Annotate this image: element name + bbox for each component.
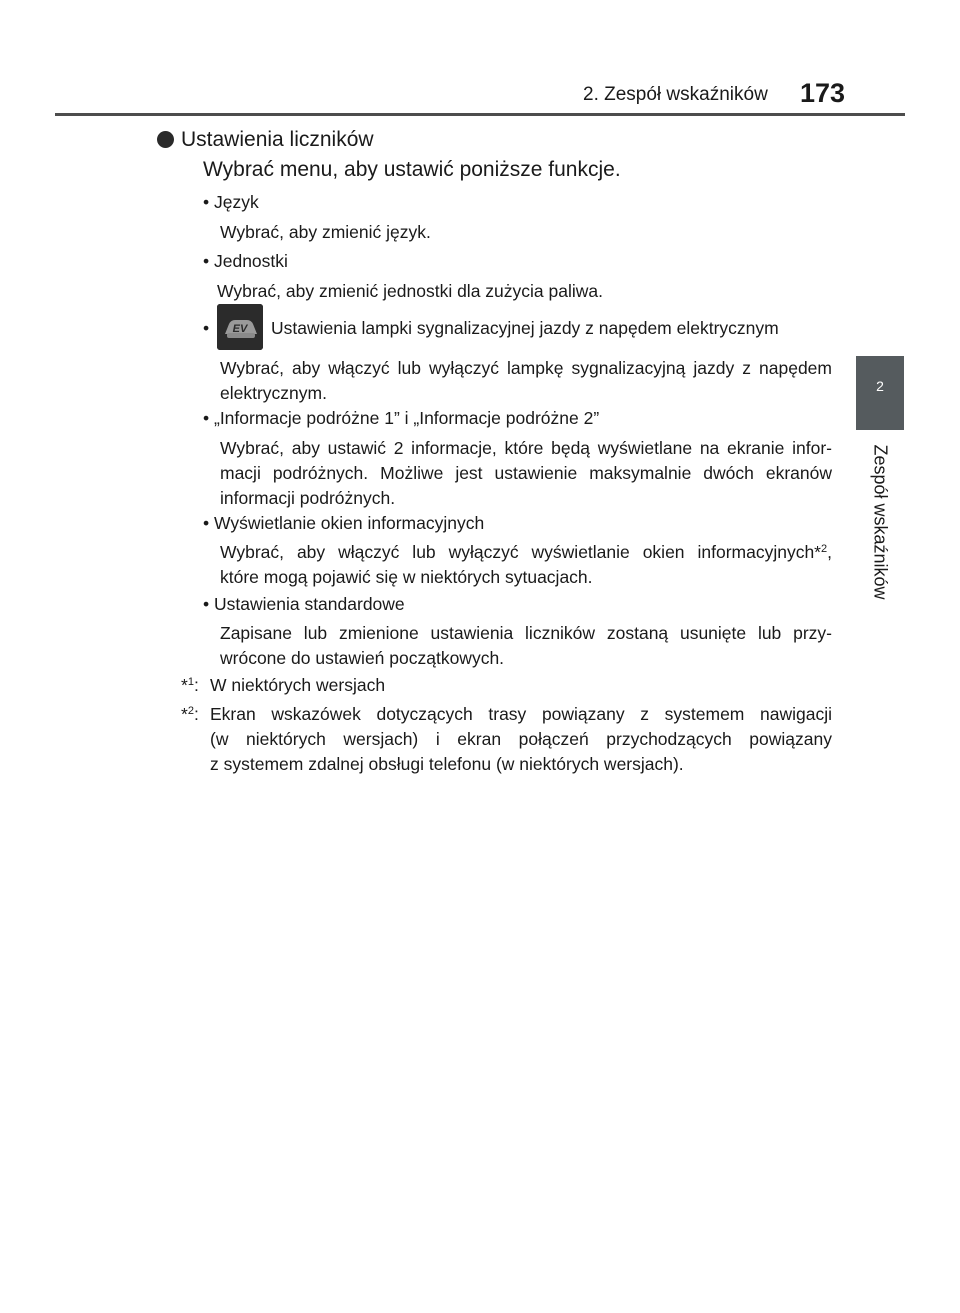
- footnote: [181, 704, 199, 725]
- running-header: 2. Zespół wskaźników: [583, 84, 768, 105]
- list-item-title: • Wyświetlanie okien informacyjnych: [203, 513, 485, 533]
- desc-punct: ,: [827, 542, 832, 562]
- footnote-text: W niektórych wersjach: [210, 675, 386, 695]
- footnote-line: Ekran wskazówek dotyczących trasy powiązany z systemem nawigacji: [210, 704, 832, 724]
- desc-text: Wybrać, aby włączyć lub wyłączyć wyświetlanie okien informacyjnych*: [220, 542, 821, 562]
- chapter-side-label: Zespół wskaźników: [870, 444, 891, 600]
- footnote-marker: *: [181, 704, 188, 724]
- list-item-desc: [220, 540, 832, 590]
- chapter-tab: [856, 356, 904, 430]
- desc-line: elektrycznym.: [220, 383, 327, 403]
- desc-line: informacji podróżnych.: [220, 488, 396, 508]
- list-item-title: • Jednostki: [203, 251, 288, 271]
- section-intro: Wybrać menu, aby ustawić poniższe funkcje.: [203, 158, 621, 181]
- list-item-title: Ustawienia lampki sygnalizacyjnej jazdy z napędem elektrycznym: [271, 318, 779, 338]
- footnote-number: 1: [187, 676, 194, 688]
- desc-line: Zapisane lub zmienione ustawienia liczników zostaną usunięte lub przy-: [220, 623, 832, 643]
- page-number: 173: [800, 78, 846, 108]
- footnote-number: 2: [187, 705, 194, 717]
- footnote-line: (w niektórych wersjach) i ekran połączeń przychodzących powiązany: [210, 729, 832, 749]
- list-item-desc: Wybrać, aby zmienić jednostki dla zużycia paliwa.: [217, 281, 603, 301]
- footnote-colon: :: [193, 704, 199, 724]
- chapter-tab-number: 2: [876, 378, 884, 394]
- desc-line: macji podróżnych. Możliwe jest ustawienie maksymalnie dwóch ekranów: [220, 463, 832, 483]
- list-item-bullet: •: [203, 318, 210, 338]
- desc-line: [220, 540, 832, 565]
- section-bullet-icon: [157, 131, 174, 148]
- list-item-desc: Wybrać, aby zmienić język.: [220, 222, 431, 242]
- footnote-colon: :: [193, 675, 199, 695]
- desc-line: które mogą pojawić się w niektórych sytuacjach.: [220, 567, 593, 587]
- list-item-title: • Ustawienia standardowe: [203, 594, 405, 614]
- list-item-desc: [220, 621, 832, 671]
- desc-line: wrócone do ustawień początkowych.: [220, 648, 505, 668]
- footnote-marker: *: [181, 675, 188, 695]
- footnote: [181, 675, 199, 696]
- section-heading: Ustawienia liczników: [181, 128, 374, 151]
- desc-line: Wybrać, aby włączyć lub wyłączyć lampkę sygnalizacyjną jazdy z napędem: [220, 358, 832, 378]
- list-item-title: • Język: [203, 192, 259, 212]
- footnote-text: [210, 702, 832, 777]
- desc-line: Wybrać, aby ustawić 2 informacje, które będą wyświetlane na ekranie infor-: [220, 438, 832, 458]
- list-item-desc: [220, 356, 832, 406]
- list-item-desc: [220, 436, 832, 511]
- footnote-line: z systemem zdalnej obsługi telefonu (w niektórych wersjach).: [210, 754, 684, 774]
- footnote-ref: 2: [821, 543, 828, 555]
- list-item-title: • „Informacje podróżne 1” i „Informacje podróżne 2”: [203, 408, 600, 428]
- header-divider: [55, 113, 905, 116]
- ev-indicator-icon: [217, 304, 263, 350]
- svg-text:EV: EV: [232, 323, 248, 335]
